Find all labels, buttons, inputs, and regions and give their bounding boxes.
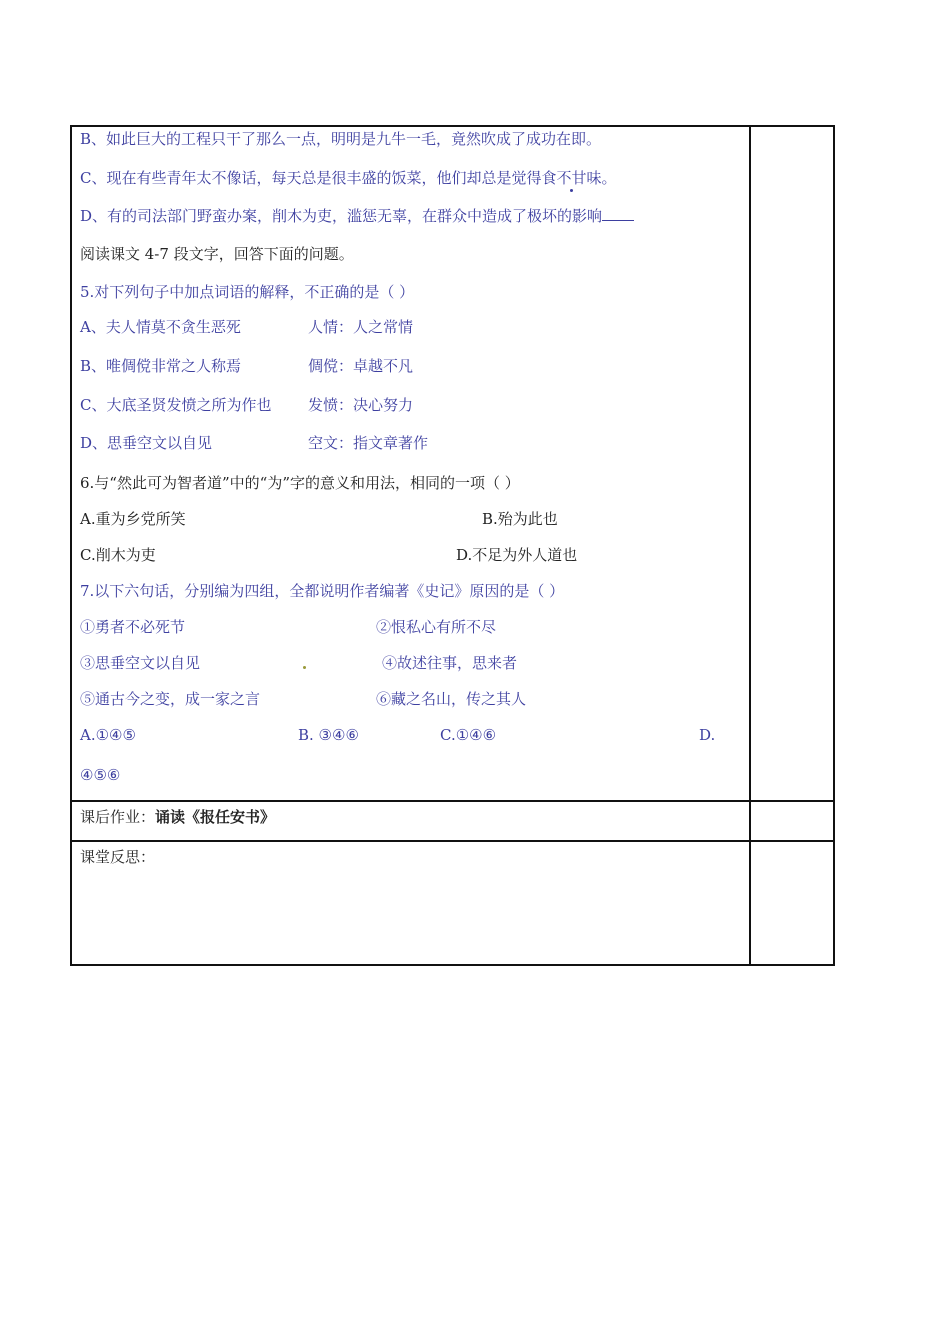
- stray-mark: [303, 666, 306, 669]
- homework-row: [80, 807, 275, 827]
- reflection-label: 课堂反思：: [80, 848, 156, 866]
- question-7-option-d-value: ④⑤⑥: [80, 766, 121, 784]
- homework-label: 课后作业：: [80, 808, 156, 826]
- answer-blank: [602, 206, 634, 221]
- sentence-6: ⑥藏之名山，传之其人: [376, 690, 527, 708]
- option-b-line: B、如此巨大的工程只干了那么一点，明明是九牛一毛，竟然吹成了成功在即。: [80, 130, 602, 148]
- question-5-option-d: D、思垂空文以自见: [80, 434, 213, 452]
- question-5-option-a-explanation: 人情：人之常情: [308, 318, 414, 336]
- question-7-option-d: D.: [699, 726, 716, 744]
- table-row-divider: [72, 840, 833, 842]
- question-5-option-c-explanation: 发愤：决心努力: [308, 396, 414, 414]
- option-c-line: C、现在有些青年太不像话，每天总是很丰盛的饭菜，他们却总是觉得食不甘味。: [80, 169, 617, 187]
- question-7: 7.以下六句话，分别编为四组，全都说明作者编著《史记》原因的是（ ）: [80, 582, 565, 600]
- question-7-option-a: A.①④⑤: [80, 726, 136, 744]
- question-6-option-a: A.重为乡党所笑: [80, 510, 186, 528]
- sentence-4: ④故述往事，思来者: [382, 654, 518, 672]
- question-5-option-a: A、夫人情莫不贪生恶死: [80, 318, 241, 336]
- question-5-option-c: C、大底圣贤发愤之所为作也: [80, 396, 272, 414]
- question-6: 6.与“然此可为智者道”中的“为”字的意义和用法，相同的一项（ ）: [80, 474, 520, 492]
- question-6-option-c: C.削木为吏: [80, 546, 156, 564]
- table-row-divider: [72, 800, 833, 802]
- table-column-divider: [749, 127, 751, 964]
- question-5-option-b: B、唯倜傥非常之人称焉: [80, 357, 242, 375]
- reading-instruction: 阅读课文 4-7 段文字，回答下面的问题。: [80, 245, 354, 263]
- question-5-option-b-explanation: 倜傥：卓越不凡: [308, 357, 414, 375]
- sentence-2: ②恨私心有所不尽: [376, 618, 497, 636]
- question-7-option-c: C.①④⑥: [440, 726, 497, 744]
- question-5: 5.对下列句子中加点词语的解释，不正确的是（ ）: [80, 283, 415, 301]
- question-6-option-b: B.殆为此也: [482, 510, 558, 528]
- option-d-line: D、有的司法部门野蛮办案，削木为吏，滥惩无辜，在群众中造成了极坏的影响: [80, 206, 634, 226]
- sentence-1: ①勇者不必死节: [80, 618, 186, 636]
- sentence-3: ③思垂空文以自见: [80, 654, 201, 672]
- question-6-option-d: D.不足为外人道也: [456, 546, 578, 564]
- homework-value: 诵读《报任安书》: [155, 808, 276, 826]
- question-5-option-d-explanation: 空文：指文章著作: [308, 434, 429, 452]
- question-7-option-b: B. ③④⑥: [298, 726, 359, 744]
- sentence-5: ⑤通古今之变，成一家之言: [80, 690, 261, 708]
- worksheet-table: [70, 125, 835, 966]
